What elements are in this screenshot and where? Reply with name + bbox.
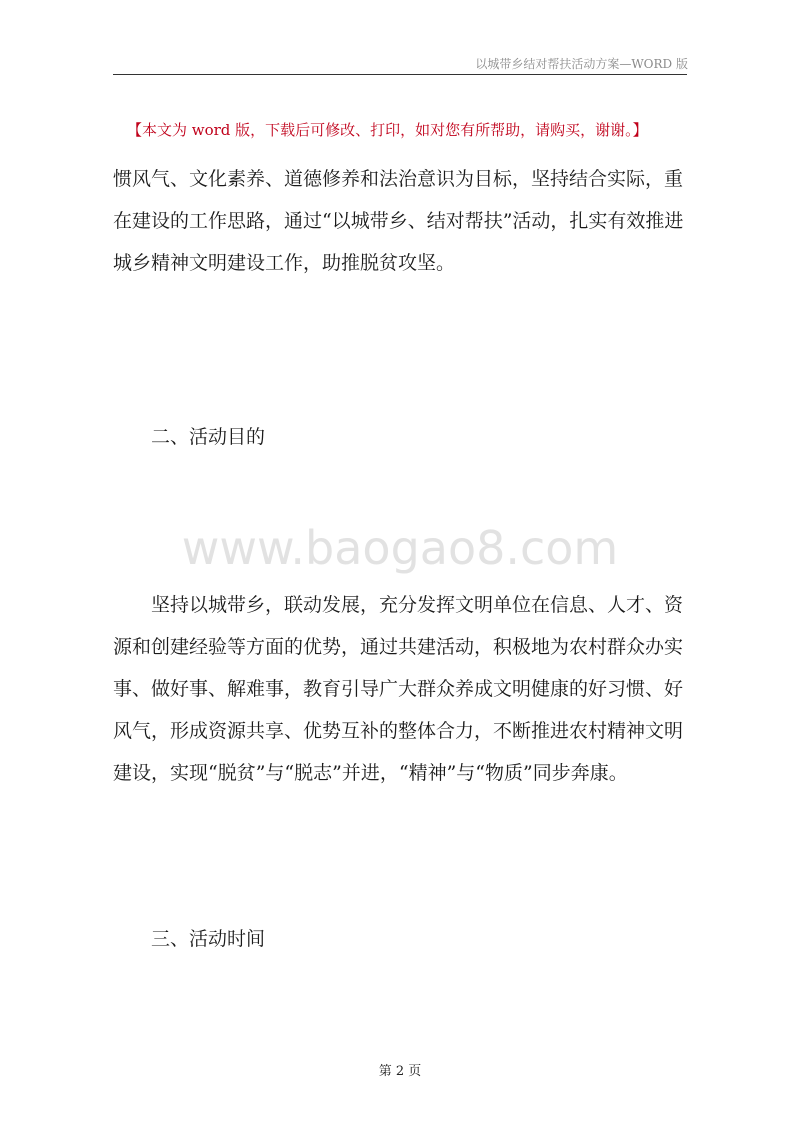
paragraph-line: 在建设的工作思路，通过“以城带乡、结对帮扶”活动，扎实有效推进 bbox=[113, 210, 684, 232]
header-divider bbox=[113, 74, 687, 75]
paragraph-line: 风气，形成资源共享、优势互补的整体合力，不断推进农村精神文明 bbox=[113, 720, 684, 742]
page-number: 第 2 页 bbox=[378, 1064, 422, 1079]
purchase-notice: 【本文为 word 版，下载后可修改、打印，如对您有所帮助，请购买，谢谢。】 bbox=[127, 121, 648, 139]
watermark: www.baogao8.com bbox=[181, 521, 619, 575]
paragraph-line: 事、做好事、解难事，教育引导广大群众养成文明健康的好习惯、好 bbox=[113, 678, 684, 700]
paragraph-line: 源和创建经验等方面的优势，通过共建活动，积极地为农村群众办实 bbox=[113, 636, 684, 658]
body-paragraph-2 bbox=[113, 584, 693, 794]
paragraph-line: 建设，实现“脱贫”与“脱志”并进，“精神”与“物质”同步奔康。 bbox=[113, 762, 628, 784]
paragraph-line: 坚持以城带乡，联动发展，充分发挥文明单位在信息、人才、资 bbox=[113, 594, 684, 616]
paragraph-line: 城乡精神文明建设工作，助推脱贫攻坚。 bbox=[113, 252, 456, 274]
section-heading-objectives: 二、活动目的 bbox=[151, 426, 266, 448]
body-paragraph-1 bbox=[113, 158, 693, 284]
section-heading-schedule: 三、活动时间 bbox=[151, 928, 266, 950]
paragraph-line: 惯风气、文化素养、道德修养和法治意识为目标，坚持结合实际，重 bbox=[113, 168, 684, 190]
running-header-title: 以城带乡结对帮扶活动方案—WORD 版 bbox=[475, 57, 688, 71]
